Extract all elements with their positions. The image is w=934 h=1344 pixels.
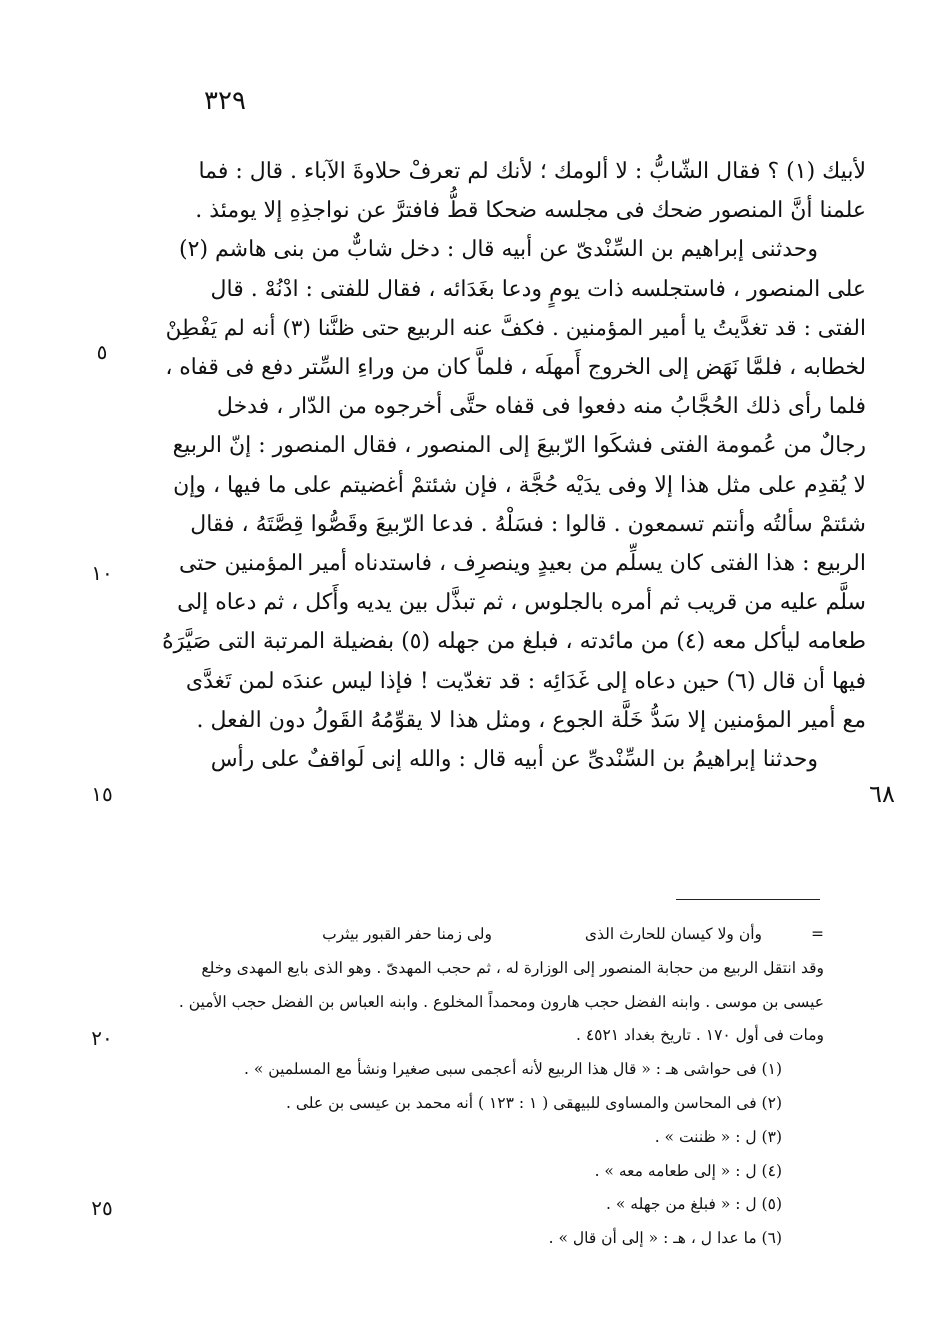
footnote-continuation: عيسى بن موسى . وابنه الفضل حجب هارون ومحمداً المخلوع . وابنه العباس بن الفضل حجب الأمين . (178, 992, 824, 1011)
footnote-continuation: وقد انتقل الربيع من حجابة المنصور إلى الوزارة له ، ثم حجب المهدىّ . وهو الذى بايع المهدى وخلع (201, 958, 824, 977)
text-line: على المنصور ، فاستجلسه ذات يومٍ ودعا بغَدَائه ، فقال للفتى : ادْنُهْ . قال (210, 276, 866, 302)
text-line: الفتى : قد تغدَّيتُ يا أمير المؤمنين . فكفَّ عنه الربيع حتى ظنَّنا (٣) أنه لم يَفْطِنْ (165, 315, 866, 341)
text-line: سلَّم عليه من قريب ثم أمره بالجلوس ، ثم تبذَّل بين يديه وأَكل ، ثم دعاه إلى (177, 590, 866, 616)
verse-hemistich: ولى زمنا حفر القبور بيثرب (322, 925, 492, 943)
footnote-separator (676, 899, 820, 900)
footnote: (٢) فى المحاسن والمساوى للبيهقى ( ١ : ١٢٣ ) أنه محمد بن عيسى بن على . (286, 1093, 782, 1112)
text-line: لخطابه ، فلمَّا نَهَض إلى الخروج أَمهلَه ، فلماَّ كان من وراءِ السِّتر دفع فى قفاه ، (165, 355, 866, 381)
footnote: (٣) ل : « ظننت » . (654, 1127, 782, 1146)
text-line: وحدثنى إبراهيم بن السِّنْدىّ عن أبيه قال : دخل شابٌّ من بنى هاشم (٢) (179, 237, 818, 263)
text-line: طعامه ليأكل معه (٤) من مائدته ، فبلغ من جهله (٥) بفضيلة المرتبة التى صَيَّرَهُ (162, 629, 866, 655)
line-number: ٢٥ (91, 1196, 113, 1220)
text-line: وحدثنا إبراهيمُ بن السِّنْدىِّ عن أبيه قال : والله إنى لَواقفٌ على رأس (210, 747, 818, 773)
footnote: (٤) ل : « إلى طعامه معه » . (594, 1161, 782, 1180)
line-number: ١٠ (91, 561, 113, 585)
verse-hemistich: وأن ولا كيسان للحارث الذى (584, 925, 762, 943)
text-line: مع أمير المؤمنين إلا سَدُّ خَلَّة الجوع ، ومثل هذا لا يقوِّمُهُ القَولُ دون الفعل . (196, 707, 866, 733)
verse-line (158, 918, 824, 952)
footnote: (١) فى حواشى هـ : « قال هذا الربيع لأنه أعجمى سبى صغيرا ونشأ مع المسلمين » . (244, 1060, 782, 1079)
text-line: فيها أن قال (٦) حين دعاه إلى غَدَائِه : قد تغدّيت ! فإذا ليس عندَه لمن تَغدَّى (185, 668, 866, 694)
continuation-marker: = (811, 925, 824, 943)
footnote-continuation: ومات فى أول ١٧٠ . تاريخ بغداد ٤٥٢١ . (575, 1026, 824, 1045)
page-number: ٣٢٩ (204, 86, 246, 116)
text-line: فلما رأى ذلك الحُجَّابُ منه دفعوا فى قفاه حتَّى أخرجوه من الدّار ، فدخل (216, 394, 866, 420)
text-line: شئتمْ سألتُه وأنتم تسمعون . قالوا : فسَلْهُ . فدعا الرّبيعَ وقَصُّوا قِصَّتَهُ ، فقال (190, 511, 866, 537)
text-line: الربيع : هذا الفتى كان يسلِّم من بعيدٍ وينصرِف ، فاستدناه أمير المؤمنين حتى (178, 551, 866, 577)
main-text (158, 152, 866, 779)
section-number: ٦٨ (869, 780, 895, 808)
text-line: لا يُقدِم على مثل هذا إلا وفى يدَيْه حُجَّة ، فإن شئتمْ أغضيتم على ما فيها ، وإن (173, 472, 866, 498)
text-line: لأبيك (١) ؟ فقال الشّابُّ : لا ألومك ؛ لأنك لم تعرفْ حلاوةَ الآباء . قال : فما (198, 159, 866, 184)
text-line: رجالٌ من عُمومة الفتى فشكَوا الرّبيعَ إلى المنصور ، فقال المنصور : إنّ الربيع (172, 433, 866, 459)
line-number: ١٥ (91, 782, 113, 806)
footnote: (٦) ما عدا ل ، هـ : « إلى أن قال » . (548, 1229, 782, 1248)
line-number: ٢٠ (91, 1026, 113, 1050)
text-line: علمنا أنَّ المنصور ضحك فى مجلسه ضحكا قطُّ فافترَّ عن نواجذِهِ إلا يومئذ . (195, 198, 866, 224)
footnotes (158, 918, 824, 1256)
footnote: (٥) ل : « فبلغ من جهله » . (606, 1195, 782, 1214)
line-number: ٥ (96, 340, 108, 364)
